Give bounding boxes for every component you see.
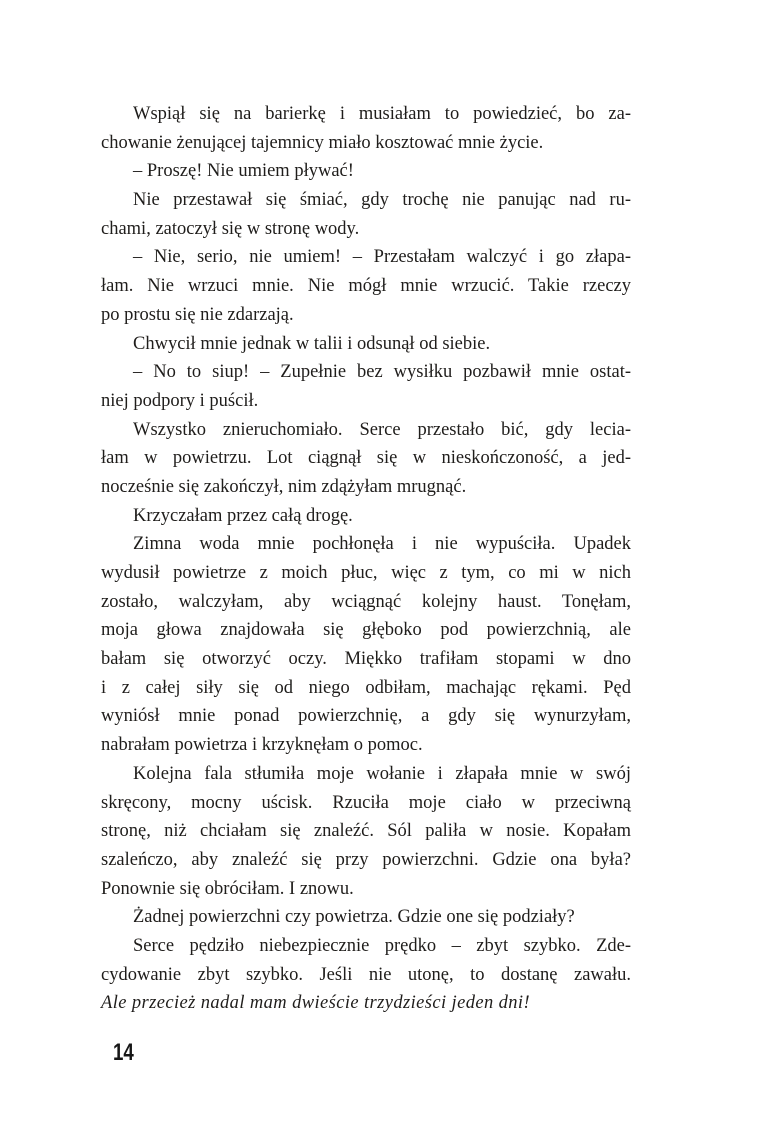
- text-line-content: Krzyczałam przez całą drogę.: [133, 505, 353, 526]
- page-number: 14: [113, 1039, 134, 1066]
- text-line: [101, 358, 631, 387]
- text-line: [101, 616, 631, 645]
- text-line-content: moja głowa znajdowała się głęboko pod powierzchnią, ale: [101, 620, 631, 641]
- text-line: [101, 387, 631, 416]
- text-line-content: – Proszę! Nie umiem pływać!: [133, 161, 354, 182]
- text-line-content: i z całej siły się od niego odbiłam, machając rękami. Pęd: [101, 677, 631, 698]
- text-line: [101, 186, 631, 215]
- text-line-content: bałam się otworzyć oczy. Miękko trafiłam stopami w dno: [101, 649, 631, 670]
- text-line-content: Wspiął się na barierkę i musiałam to powiedzieć, bo za-: [133, 104, 631, 124]
- text-line: [101, 903, 631, 932]
- paragraph: [101, 416, 631, 502]
- paragraph: [101, 100, 631, 157]
- text-line: [101, 731, 631, 760]
- text-line-content: Ponownie się obróciłam. I znowu.: [101, 878, 354, 899]
- text-line-content: Żadnej powierzchni czy powietrza. Gdzie one się podziały?: [133, 907, 575, 928]
- text-line-content: Zimna woda mnie pochłonęła i nie wypuściła. Upadek: [133, 534, 631, 555]
- text-line: [101, 215, 631, 244]
- paragraph: [101, 358, 631, 415]
- text-line-content: chami, zatoczył się w stronę wody.: [101, 218, 360, 239]
- text-line: [101, 530, 631, 559]
- text-line-content: zostało, walczyłam, aby wciągnąć kolejny haust. Tonęłam,: [101, 591, 631, 612]
- text-line-content: Chwycił mnie jednak w talii i odsunął od siebie.: [133, 333, 491, 354]
- text-line: [101, 100, 631, 129]
- text-line-content: nabrałam powietrza i krzyknęłam o pomoc.: [101, 735, 423, 756]
- text-line: [101, 875, 631, 904]
- text-line-content: Kolejna fala stłumiła moje wołanie i złapała mnie w swój: [133, 763, 631, 784]
- text-line-content: wydusił powietrze z moich płuc, więc z tym, co mi w nich: [101, 563, 631, 583]
- text-line-content: Nie przestawał się śmiać, gdy trochę nie panując nad ru-: [133, 190, 631, 211]
- text-line-content: cydowanie zbyt szybko. Jeśli nie utonę, to dostanę zawału.: [101, 964, 631, 985]
- text-line-content: skręcony, mocny uścisk. Rzuciła moje ciało w przeciwną: [101, 792, 631, 813]
- text-line: [101, 157, 631, 186]
- text-line-content: Ale przecież nadal mam dwieście trzydzieści jeden dni!: [101, 993, 531, 1014]
- paragraph: [101, 903, 631, 932]
- text-line-content: Serce pędziło niebezpiecznie prędko – zbyt szybko. Zde-: [133, 935, 631, 956]
- text-line-content: chowanie żenującej tajemnicy miało kosztować mnie życie.: [101, 132, 544, 153]
- paragraph: [101, 330, 631, 359]
- text-line-content: szaleńczo, aby znaleźć się przy powierzchni. Gdzie ona była?: [101, 849, 631, 870]
- text-line: [101, 645, 631, 674]
- paragraph: [101, 157, 631, 186]
- text-line-content: nocześnie się zakończył, nim zdążyłam mrugnąć.: [101, 476, 467, 497]
- paragraph: [101, 243, 631, 329]
- text-line-content: – Nie, serio, nie umiem! – Przestałam walczyć i go złapa-: [133, 247, 631, 268]
- paragraph: [101, 932, 631, 1018]
- text-line-content: po prostu się nie zdarzają.: [101, 304, 294, 325]
- text-line: [101, 129, 631, 158]
- text-block: [101, 100, 631, 1018]
- text-line: [101, 789, 631, 818]
- text-line: [101, 559, 631, 588]
- text-line: [101, 760, 631, 789]
- text-line: [101, 444, 631, 473]
- text-line: [101, 416, 631, 445]
- text-line: [101, 243, 631, 272]
- text-line-content: Wszystko znieruchomiało. Serce przestało bić, gdy lecia-: [133, 419, 631, 440]
- text-line: [101, 272, 631, 301]
- text-line-content: niej podpory i puścił.: [101, 390, 259, 411]
- text-line: [101, 961, 631, 990]
- text-line-content: – No to siup! – Zupełnie bez wysiłku pozbawił mnie ostat-: [133, 362, 631, 383]
- text-line: [101, 330, 631, 359]
- paragraph: [101, 502, 631, 531]
- paragraph: [101, 186, 631, 243]
- text-line: [101, 817, 631, 846]
- text-line: [101, 588, 631, 617]
- text-line: [101, 674, 631, 703]
- text-line-content: łam w powietrzu. Lot ciągnął się w nieskończoność, a jed-: [101, 448, 631, 469]
- text-line: [101, 846, 631, 875]
- text-line-content: wyniósł mnie ponad powierzchnię, a gdy się wynurzyłam,: [101, 706, 631, 727]
- text-line: [101, 502, 631, 531]
- text-line-content: stronę, niż chciałam się znaleźć. Sól paliła w nosie. Kopałam: [101, 821, 631, 842]
- paragraph: [101, 530, 631, 760]
- text-line-content: łam. Nie wrzuci mnie. Nie mógł mnie wrzucić. Takie rzeczy: [101, 276, 631, 297]
- text-line: [101, 702, 631, 731]
- text-line: [101, 473, 631, 502]
- paragraph: [101, 760, 631, 903]
- text-line: [101, 301, 631, 330]
- text-line: [101, 932, 631, 961]
- text-line: [101, 989, 631, 1018]
